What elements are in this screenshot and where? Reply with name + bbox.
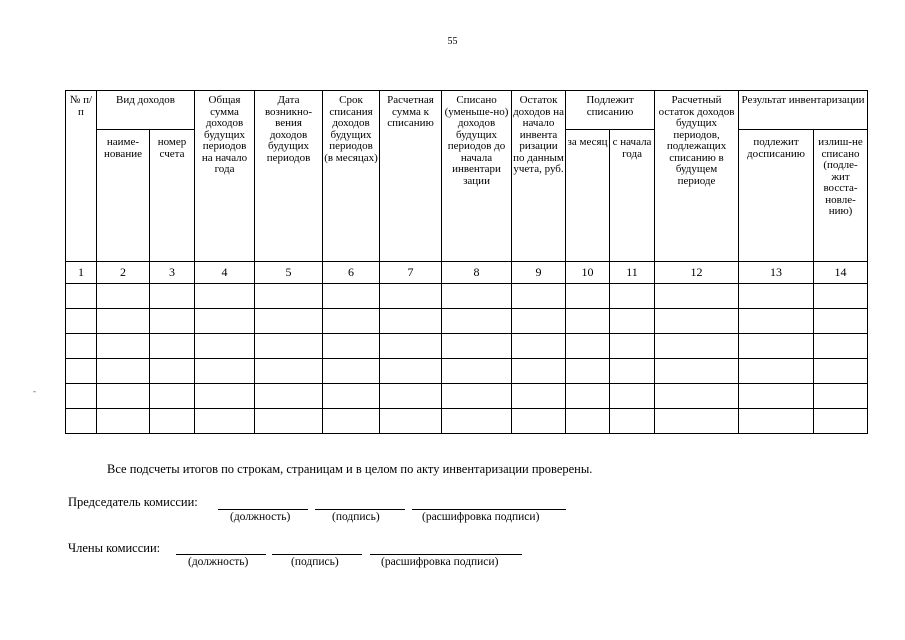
table-cell[interactable]	[442, 284, 512, 309]
column-number: 7	[380, 262, 442, 284]
chairman-decoding-caption: (расшифровка подписи)	[422, 511, 540, 523]
header-group-inventory-result: Результат инвентаризации	[739, 91, 868, 130]
table-cell[interactable]	[512, 384, 566, 409]
column-number: 5	[255, 262, 323, 284]
table-cell[interactable]	[195, 359, 255, 384]
table-cell[interactable]	[512, 334, 566, 359]
table-cell[interactable]	[150, 409, 195, 434]
table-cell[interactable]	[66, 384, 97, 409]
table-cell[interactable]	[97, 409, 150, 434]
table-row	[66, 409, 868, 434]
chairman-position-line[interactable]	[218, 509, 308, 510]
table-cell[interactable]	[655, 284, 739, 309]
column-number: 10	[566, 262, 610, 284]
table-cell[interactable]	[566, 284, 610, 309]
table-cell[interactable]	[255, 384, 323, 409]
header-col-9: Остаток доходов на начало инвента ризации по данным учета, руб.	[512, 91, 566, 262]
margin-mark: -	[33, 386, 36, 396]
header-col-11: с начала года	[610, 130, 655, 262]
table-cell[interactable]	[66, 309, 97, 334]
column-number: 9	[512, 262, 566, 284]
page-number: 55	[447, 36, 458, 47]
table-cell[interactable]	[814, 359, 868, 384]
table-cell[interactable]	[610, 334, 655, 359]
table-cell[interactable]	[739, 359, 814, 384]
table-cell[interactable]	[150, 284, 195, 309]
header-group-income-type: Вид доходов	[97, 91, 195, 130]
table-row	[66, 359, 868, 384]
empty-rows	[66, 284, 868, 434]
table-cell[interactable]	[97, 284, 150, 309]
table-cell[interactable]	[150, 384, 195, 409]
table-cell[interactable]	[655, 309, 739, 334]
table-cell[interactable]	[814, 384, 868, 409]
table-cell[interactable]	[566, 309, 610, 334]
table-cell[interactable]	[66, 409, 97, 434]
table-cell[interactable]	[323, 409, 380, 434]
column-number: 4	[195, 262, 255, 284]
table-cell[interactable]	[512, 284, 566, 309]
members-signature-caption: (подпись)	[291, 556, 339, 568]
members-position-line[interactable]	[176, 554, 266, 555]
table-cell[interactable]	[512, 409, 566, 434]
table-cell[interactable]	[512, 309, 566, 334]
table-cell[interactable]	[566, 409, 610, 434]
members-decoding-line[interactable]	[370, 554, 522, 555]
table-cell[interactable]	[380, 384, 442, 409]
table-cell[interactable]	[66, 334, 97, 359]
table-cell[interactable]	[814, 284, 868, 309]
table-cell[interactable]	[610, 384, 655, 409]
column-number: 1	[66, 262, 97, 284]
header-col-7: Расчетная сумма к списанию	[380, 91, 442, 262]
column-number-row	[66, 262, 868, 284]
members-decoding-caption: (расшифровка подписи)	[381, 556, 499, 568]
verification-statement: Все подсчеты итогов по строкам, страницам и в целом по акту инвентаризации проверены.	[107, 462, 593, 476]
table-cell[interactable]	[195, 284, 255, 309]
table-cell[interactable]	[380, 359, 442, 384]
header-col-1: № п/п	[66, 91, 97, 262]
table-cell[interactable]	[195, 409, 255, 434]
table-cell[interactable]	[97, 334, 150, 359]
table-cell[interactable]	[323, 384, 380, 409]
table-cell[interactable]	[814, 309, 868, 334]
table-cell[interactable]	[97, 309, 150, 334]
chairman-decoding-line[interactable]	[412, 509, 566, 510]
members-position-caption: (должность)	[188, 556, 249, 568]
table-row	[66, 334, 868, 359]
header-col-4: Общая сумма доходов будущих периодов на начало года	[195, 91, 255, 262]
column-number: 12	[655, 262, 739, 284]
table-cell[interactable]	[255, 359, 323, 384]
members-signature-line[interactable]	[272, 554, 362, 555]
header-col-12: Расчетный остаток доходов будущих периодов, подлежащих списанию в будущем периоде	[655, 91, 739, 262]
table-cell[interactable]	[195, 334, 255, 359]
table-cell[interactable]	[655, 334, 739, 359]
table-cell[interactable]	[512, 359, 566, 384]
header-group-write-off: Подлежит списанию	[566, 91, 655, 130]
table-cell[interactable]	[739, 409, 814, 434]
table-cell[interactable]	[739, 334, 814, 359]
table-cell[interactable]	[610, 359, 655, 384]
table-cell[interactable]	[610, 309, 655, 334]
header-col-3: номер счета	[150, 130, 195, 262]
column-number: 14	[814, 262, 868, 284]
table-cell[interactable]	[66, 359, 97, 384]
table-cell[interactable]	[323, 309, 380, 334]
table-cell[interactable]	[255, 309, 323, 334]
table-cell[interactable]	[380, 334, 442, 359]
table-cell[interactable]	[566, 384, 610, 409]
table-cell[interactable]	[655, 359, 739, 384]
table-cell[interactable]	[442, 334, 512, 359]
table-row	[66, 384, 868, 409]
table-cell[interactable]	[610, 409, 655, 434]
table-row	[66, 284, 868, 309]
table-cell[interactable]	[655, 384, 739, 409]
table-cell[interactable]	[150, 309, 195, 334]
table-cell[interactable]	[255, 334, 323, 359]
header-col-13: подлежит досписанию	[739, 130, 814, 262]
chairman-signature-line[interactable]	[315, 509, 405, 510]
table-cell[interactable]	[255, 409, 323, 434]
table-cell[interactable]	[814, 334, 868, 359]
header-col-10: за месяц	[566, 130, 610, 262]
table-cell[interactable]	[739, 284, 814, 309]
table-cell[interactable]	[150, 334, 195, 359]
table-cell[interactable]	[380, 284, 442, 309]
members-label: Члены комиссии:	[68, 541, 161, 555]
column-number: 8	[442, 262, 512, 284]
chairman-position-caption: (должность)	[230, 511, 291, 523]
table-cell[interactable]	[66, 284, 97, 309]
table-cell[interactable]	[323, 334, 380, 359]
table-cell[interactable]	[442, 309, 512, 334]
table-cell[interactable]	[195, 309, 255, 334]
header-col-6: Срок списания доходов будущих периодов (в месяцах)	[323, 91, 380, 262]
header-col-8: Списано (уменьше-но) доходов будущих периодов до начала инвентари зации	[442, 91, 512, 262]
header-col-5: Дата возникно-вения доходов будущих периодов	[255, 91, 323, 262]
table-cell[interactable]	[442, 409, 512, 434]
column-number: 6	[323, 262, 380, 284]
column-number: 13	[739, 262, 814, 284]
table-cell[interactable]	[255, 284, 323, 309]
table-row	[66, 309, 868, 334]
inventory-table	[65, 90, 868, 434]
column-number: 11	[610, 262, 655, 284]
chairman-label: Председатель комиссии:	[68, 495, 198, 509]
column-number: 3	[150, 262, 195, 284]
table-cell[interactable]	[150, 359, 195, 384]
table-cell[interactable]	[566, 359, 610, 384]
table-cell[interactable]	[323, 359, 380, 384]
table-cell[interactable]	[97, 384, 150, 409]
table-cell[interactable]	[739, 309, 814, 334]
table-cell[interactable]	[195, 384, 255, 409]
header-col-14: излиш-не списано (подле-жит восста-новле-нию)	[814, 130, 868, 262]
table-cell[interactable]	[814, 409, 868, 434]
header-col-2: наиме-нование	[97, 130, 150, 262]
table-cell[interactable]	[380, 309, 442, 334]
column-number: 2	[97, 262, 150, 284]
table-cell[interactable]	[380, 409, 442, 434]
table-cell[interactable]	[323, 284, 380, 309]
table-cell[interactable]	[566, 334, 610, 359]
table-cell[interactable]	[442, 384, 512, 409]
table-cell[interactable]	[739, 384, 814, 409]
chairman-signature-caption: (подпись)	[332, 511, 380, 523]
table-cell[interactable]	[442, 359, 512, 384]
table-cell[interactable]	[655, 409, 739, 434]
table-cell[interactable]	[610, 284, 655, 309]
table-cell[interactable]	[97, 359, 150, 384]
